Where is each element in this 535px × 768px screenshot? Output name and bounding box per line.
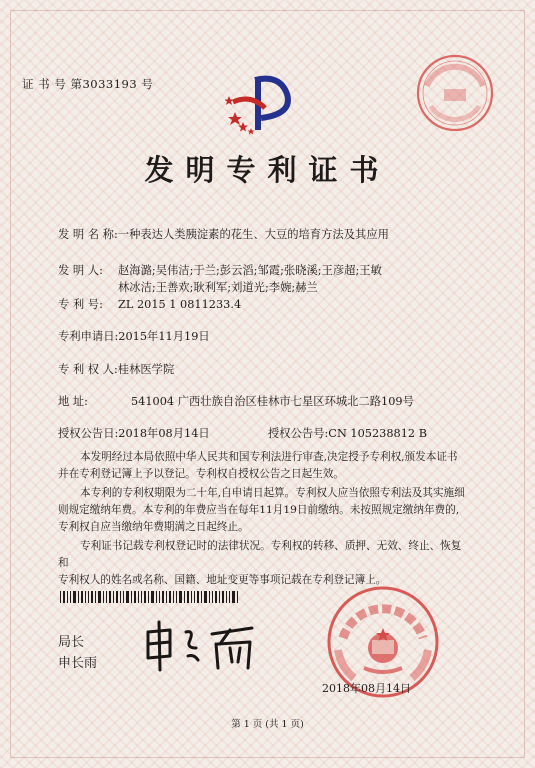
inventor-value-line1: 赵海潞;吴伟洁;于兰;彭云滔;邹霞;张晓溪;王彦超;王敏 bbox=[118, 264, 382, 277]
handwritten-signature bbox=[140, 618, 270, 674]
patentee-label: 专 利 权 人: bbox=[58, 363, 118, 376]
inventor-label: 发 明 人: bbox=[58, 264, 103, 277]
invention-name-row bbox=[58, 226, 389, 243]
address-label: 地 址: bbox=[58, 395, 88, 408]
paragraph-line: 专利证书记载专利权登记时的法律状况。专利权的转移、质押、无效、终止、恢复和 bbox=[58, 540, 462, 569]
grant-number-value: CN 105238812 B bbox=[328, 427, 427, 440]
address-value: 541004 广西壮族自治区桂林市七星区环城北二路109号 bbox=[131, 395, 414, 408]
grant-number-label: 授权公告号: bbox=[268, 427, 329, 440]
barcode bbox=[60, 591, 238, 603]
grant-number-row bbox=[268, 425, 427, 442]
patentee-row bbox=[58, 361, 174, 378]
signature-name: 申长雨 bbox=[58, 656, 98, 671]
paragraph-line: 本发明经过本局依照中华人民共和国专利法进行审查,决定授予专利权,颁发本证书 bbox=[80, 451, 458, 463]
body-paragraph-2 bbox=[58, 485, 468, 536]
paragraph-line: 专利权人的姓名或名称、国籍、地址变更等事项记载在专利登记簿上。 bbox=[58, 574, 387, 586]
grant-date-row bbox=[58, 425, 210, 442]
page-footer: 第 1 页 (共 1 页) bbox=[231, 719, 304, 730]
paragraph-line: 则规定缴纳年费。本专利的年费应当在每年11月19日前缴纳。未按照规定缴纳年费的, bbox=[58, 504, 460, 516]
filing-date-label: 专利申请日: bbox=[58, 330, 119, 343]
grant-date-value: 2018年08月14日 bbox=[118, 427, 210, 440]
inventor-value-line2: 林冰洁;王善欢;耿利军;刘道光;李婉;赫兰 bbox=[118, 281, 318, 294]
filing-date-value: 2015年11月19日 bbox=[118, 330, 210, 343]
certificate-number: 证 书 号 第3033193 号 bbox=[22, 77, 154, 91]
invention-name-label: 发 明 名 称: bbox=[58, 228, 118, 241]
patent-number-row bbox=[58, 296, 241, 313]
patentee-value: 桂林医学院 bbox=[117, 363, 175, 376]
paragraph-line: 并在专利登记簿上予以登记。专利权自授权公告之日起生效。 bbox=[58, 468, 345, 480]
invention-name-value: 一种表达人类胰淀素的花生、大豆的培育方法及其应用 bbox=[117, 228, 389, 241]
signature-title: 局长 bbox=[58, 635, 85, 650]
filing-date-row bbox=[58, 328, 210, 345]
paragraph-line: 本专利的专利权期限为二十年,自申请日起算。专利权人应当依照专利法及其实施细 bbox=[80, 487, 465, 499]
address-row bbox=[58, 393, 414, 410]
body-paragraph-1 bbox=[58, 449, 468, 483]
small-seal bbox=[405, 52, 505, 134]
grant-date-label: 授权公告日: bbox=[58, 427, 119, 440]
inventor-row bbox=[58, 262, 382, 279]
patent-number-label: 专 利 号: bbox=[58, 298, 103, 311]
patent-number-value: ZL 2015 1 0811233.4 bbox=[118, 298, 242, 311]
seal-date: 2018年08月14日 bbox=[322, 682, 411, 695]
patent-office-logo bbox=[225, 72, 305, 136]
page-title: 发明专利证书 bbox=[144, 153, 391, 187]
paragraph-line: 专利权自应当缴纳年费期满之日起终止。 bbox=[58, 521, 249, 533]
